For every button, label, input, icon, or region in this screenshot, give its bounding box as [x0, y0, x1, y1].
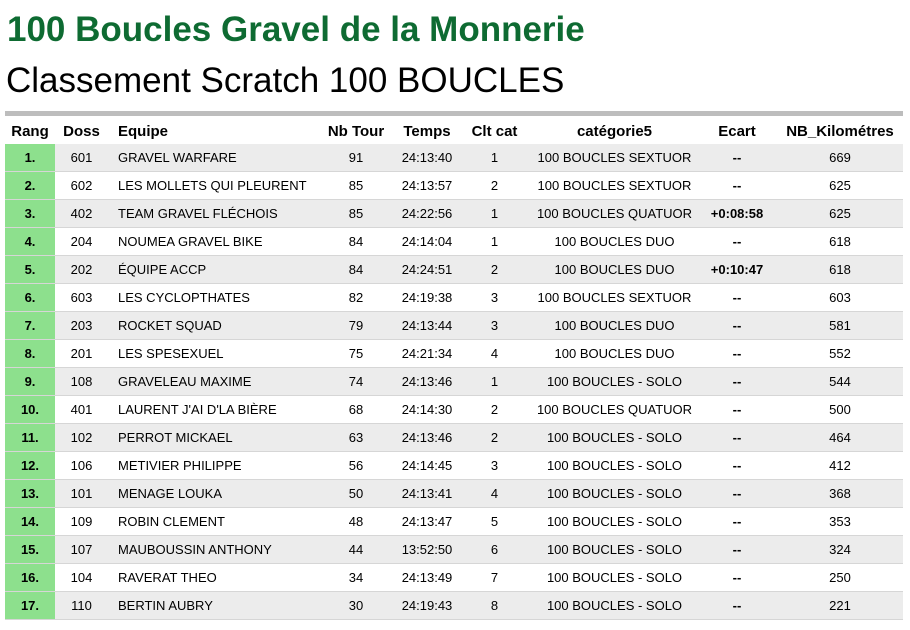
event-title: 100 Boucles Gravel de la Monnerie: [7, 10, 585, 49]
cell-temps: 24:21:34: [397, 340, 457, 368]
cell-rang: 10.: [5, 396, 55, 424]
cell-temps: 24:13:47: [397, 508, 457, 536]
cell-clt-cat: 6: [457, 536, 532, 564]
header-divider: [5, 111, 903, 116]
cell-km: 250: [777, 564, 903, 592]
cell-rang: 16.: [5, 564, 55, 592]
cell-clt-cat: 8: [457, 592, 532, 620]
cell-categorie: 100 BOUCLES - SOLO: [532, 424, 697, 452]
cell-clt-cat: 1: [457, 144, 532, 172]
cell-ecart: --: [697, 172, 777, 200]
cell-temps: 24:14:04: [397, 228, 457, 256]
table-row: [5, 144, 903, 172]
cell-rang: 5.: [5, 256, 55, 284]
table-row: [5, 396, 903, 424]
table-row: [5, 312, 903, 340]
cell-temps: 24:13:49: [397, 564, 457, 592]
cell-clt-cat: 7: [457, 564, 532, 592]
cell-categorie: 100 BOUCLES - SOLO: [532, 592, 697, 620]
cell-categorie: 100 BOUCLES QUATUOR: [532, 200, 697, 228]
cell-equipe: GRAVEL WARFARE: [108, 144, 315, 172]
table-row: [5, 340, 903, 368]
cell-nb-tour: 30: [315, 592, 397, 620]
cell-categorie: 100 BOUCLES SEXTUOR: [532, 172, 697, 200]
cell-ecart: +0:08:58: [697, 200, 777, 228]
table-row: [5, 228, 903, 256]
cell-nb-tour: 34: [315, 564, 397, 592]
cell-clt-cat: 4: [457, 480, 532, 508]
cell-doss: 603: [55, 284, 108, 312]
cell-rang: 4.: [5, 228, 55, 256]
table-row: [5, 256, 903, 284]
cell-clt-cat: 3: [457, 312, 532, 340]
cell-km: 603: [777, 284, 903, 312]
cell-doss: 402: [55, 200, 108, 228]
cell-ecart: +0:10:47: [697, 256, 777, 284]
cell-temps: 24:13:44: [397, 312, 457, 340]
cell-clt-cat: 2: [457, 396, 532, 424]
cell-km: 669: [777, 144, 903, 172]
cell-ecart: --: [697, 368, 777, 396]
cell-rang: 2.: [5, 172, 55, 200]
col-header-km[interactable]: NB_Kilométres: [786, 122, 894, 140]
cell-categorie: 100 BOUCLES - SOLO: [532, 452, 697, 480]
cell-temps: 24:22:56: [397, 200, 457, 228]
cell-temps: 24:13:40: [397, 144, 457, 172]
cell-temps: 24:19:43: [397, 592, 457, 620]
col-header-rang[interactable]: Rang: [11, 122, 49, 140]
cell-ecart: --: [697, 536, 777, 564]
cell-ecart: --: [697, 144, 777, 172]
col-header-equipe[interactable]: Equipe: [118, 122, 169, 140]
cell-nb-tour: 63: [315, 424, 397, 452]
cell-doss: 102: [55, 424, 108, 452]
cell-ecart: --: [697, 508, 777, 536]
cell-rang: 1.: [5, 144, 55, 172]
cell-ecart: --: [697, 424, 777, 452]
cell-ecart: --: [697, 452, 777, 480]
cell-categorie: 100 BOUCLES DUO: [532, 340, 697, 368]
table-row: [5, 564, 903, 592]
cell-km: 221: [777, 592, 903, 620]
col-header-doss[interactable]: Doss: [63, 122, 100, 140]
cell-nb-tour: 85: [315, 172, 397, 200]
cell-nb-tour: 74: [315, 368, 397, 396]
cell-km: 618: [777, 228, 903, 256]
cell-equipe: MAUBOUSSIN ANTHONY: [108, 536, 315, 564]
cell-nb-tour: 82: [315, 284, 397, 312]
cell-doss: 602: [55, 172, 108, 200]
cell-categorie: 100 BOUCLES - SOLO: [532, 508, 697, 536]
table-row: [5, 452, 903, 480]
cell-km: 368: [777, 480, 903, 508]
cell-doss: 601: [55, 144, 108, 172]
cell-doss: 202: [55, 256, 108, 284]
cell-nb-tour: 84: [315, 228, 397, 256]
cell-km: 324: [777, 536, 903, 564]
table-row: [5, 508, 903, 536]
cell-clt-cat: 3: [457, 284, 532, 312]
ranking-subtitle: Classement Scratch 100 BOUCLES: [6, 61, 565, 100]
col-header-clt-cat[interactable]: Clt cat: [471, 122, 518, 140]
cell-doss: 110: [55, 592, 108, 620]
cell-rang: 9.: [5, 368, 55, 396]
cell-km: 353: [777, 508, 903, 536]
table-row: [5, 536, 903, 564]
cell-clt-cat: 1: [457, 368, 532, 396]
cell-equipe: BERTIN AUBRY: [108, 592, 315, 620]
cell-equipe: LES CYCLOPTHATES: [108, 284, 315, 312]
table-row: [5, 424, 903, 452]
cell-equipe: TEAM GRAVEL FLÉCHOIS: [108, 200, 315, 228]
cell-categorie: 100 BOUCLES - SOLO: [532, 536, 697, 564]
cell-doss: 104: [55, 564, 108, 592]
cell-temps: 24:24:51: [397, 256, 457, 284]
cell-clt-cat: 2: [457, 424, 532, 452]
cell-ecart: --: [697, 228, 777, 256]
cell-ecart: --: [697, 480, 777, 508]
cell-temps: 24:19:38: [397, 284, 457, 312]
col-header-temps[interactable]: Temps: [403, 122, 451, 140]
cell-categorie: 100 BOUCLES DUO: [532, 256, 697, 284]
cell-equipe: MENAGE LOUKA: [108, 480, 315, 508]
cell-categorie: 100 BOUCLES DUO: [532, 312, 697, 340]
cell-equipe: METIVIER PHILIPPE: [108, 452, 315, 480]
cell-rang: 14.: [5, 508, 55, 536]
cell-ecart: --: [697, 396, 777, 424]
cell-equipe: RAVERAT THEO: [108, 564, 315, 592]
cell-clt-cat: 1: [457, 228, 532, 256]
cell-rang: 13.: [5, 480, 55, 508]
cell-doss: 108: [55, 368, 108, 396]
cell-temps: 24:13:41: [397, 480, 457, 508]
cell-rang: 17.: [5, 592, 55, 620]
cell-km: 581: [777, 312, 903, 340]
cell-doss: 204: [55, 228, 108, 256]
cell-equipe: PERROT MICKAEL: [108, 424, 315, 452]
cell-clt-cat: 2: [457, 172, 532, 200]
cell-ecart: --: [697, 564, 777, 592]
table-row: [5, 592, 903, 620]
cell-clt-cat: 3: [457, 452, 532, 480]
results-table: [5, 118, 903, 620]
cell-equipe: LES MOLLETS QUI PLEURENT: [108, 172, 315, 200]
cell-doss: 101: [55, 480, 108, 508]
col-header-nb-tour[interactable]: Nb Tour: [327, 122, 385, 140]
cell-km: 464: [777, 424, 903, 452]
cell-km: 625: [777, 200, 903, 228]
cell-categorie: 100 BOUCLES SEXTUOR: [532, 144, 697, 172]
cell-km: 544: [777, 368, 903, 396]
cell-nb-tour: 50: [315, 480, 397, 508]
cell-doss: 201: [55, 340, 108, 368]
cell-doss: 106: [55, 452, 108, 480]
cell-rang: 3.: [5, 200, 55, 228]
cell-rang: 11.: [5, 424, 55, 452]
cell-equipe: GRAVELEAU MAXIME: [108, 368, 315, 396]
cell-clt-cat: 5: [457, 508, 532, 536]
table-row: [5, 368, 903, 396]
cell-clt-cat: 2: [457, 256, 532, 284]
cell-temps: 13:52:50: [397, 536, 457, 564]
cell-doss: 203: [55, 312, 108, 340]
cell-doss: 107: [55, 536, 108, 564]
cell-temps: 24:14:30: [397, 396, 457, 424]
cell-clt-cat: 4: [457, 340, 532, 368]
cell-temps: 24:13:57: [397, 172, 457, 200]
cell-temps: 24:13:46: [397, 368, 457, 396]
cell-rang: 7.: [5, 312, 55, 340]
cell-ecart: --: [697, 284, 777, 312]
table-header-row: [5, 118, 903, 144]
cell-nb-tour: 44: [315, 536, 397, 564]
cell-rang: 6.: [5, 284, 55, 312]
cell-nb-tour: 79: [315, 312, 397, 340]
cell-nb-tour: 84: [315, 256, 397, 284]
cell-equipe: NOUMEA GRAVEL BIKE: [108, 228, 315, 256]
cell-ecart: --: [697, 340, 777, 368]
cell-temps: 24:14:45: [397, 452, 457, 480]
cell-equipe: ÉQUIPE ACCP: [108, 256, 315, 284]
cell-equipe: ROCKET SQUAD: [108, 312, 315, 340]
cell-nb-tour: 85: [315, 200, 397, 228]
cell-ecart: --: [697, 312, 777, 340]
cell-categorie: 100 BOUCLES QUATUOR: [532, 396, 697, 424]
col-header-categorie[interactable]: catégorie5: [576, 122, 653, 140]
cell-categorie: 100 BOUCLES SEXTUOR: [532, 284, 697, 312]
cell-equipe: LAURENT J'AI D'LA BIÈRE: [108, 396, 315, 424]
cell-km: 618: [777, 256, 903, 284]
col-header-ecart[interactable]: Ecart: [718, 122, 756, 140]
cell-km: 500: [777, 396, 903, 424]
table-row: [5, 480, 903, 508]
cell-categorie: 100 BOUCLES - SOLO: [532, 564, 697, 592]
cell-nb-tour: 68: [315, 396, 397, 424]
cell-rang: 12.: [5, 452, 55, 480]
cell-equipe: ROBIN CLEMENT: [108, 508, 315, 536]
cell-km: 412: [777, 452, 903, 480]
cell-nb-tour: 48: [315, 508, 397, 536]
cell-rang: 15.: [5, 536, 55, 564]
cell-doss: 109: [55, 508, 108, 536]
cell-equipe: LES SPESEXUEL: [108, 340, 315, 368]
cell-doss: 401: [55, 396, 108, 424]
cell-km: 625: [777, 172, 903, 200]
table-row: [5, 284, 903, 312]
cell-temps: 24:13:46: [397, 424, 457, 452]
cell-categorie: 100 BOUCLES - SOLO: [532, 480, 697, 508]
table-row: [5, 200, 903, 228]
cell-categorie: 100 BOUCLES - SOLO: [532, 368, 697, 396]
cell-categorie: 100 BOUCLES DUO: [532, 228, 697, 256]
cell-nb-tour: 91: [315, 144, 397, 172]
cell-km: 552: [777, 340, 903, 368]
cell-nb-tour: 56: [315, 452, 397, 480]
cell-ecart: --: [697, 592, 777, 620]
cell-rang: 8.: [5, 340, 55, 368]
cell-nb-tour: 75: [315, 340, 397, 368]
cell-clt-cat: 1: [457, 200, 532, 228]
table-row: [5, 172, 903, 200]
